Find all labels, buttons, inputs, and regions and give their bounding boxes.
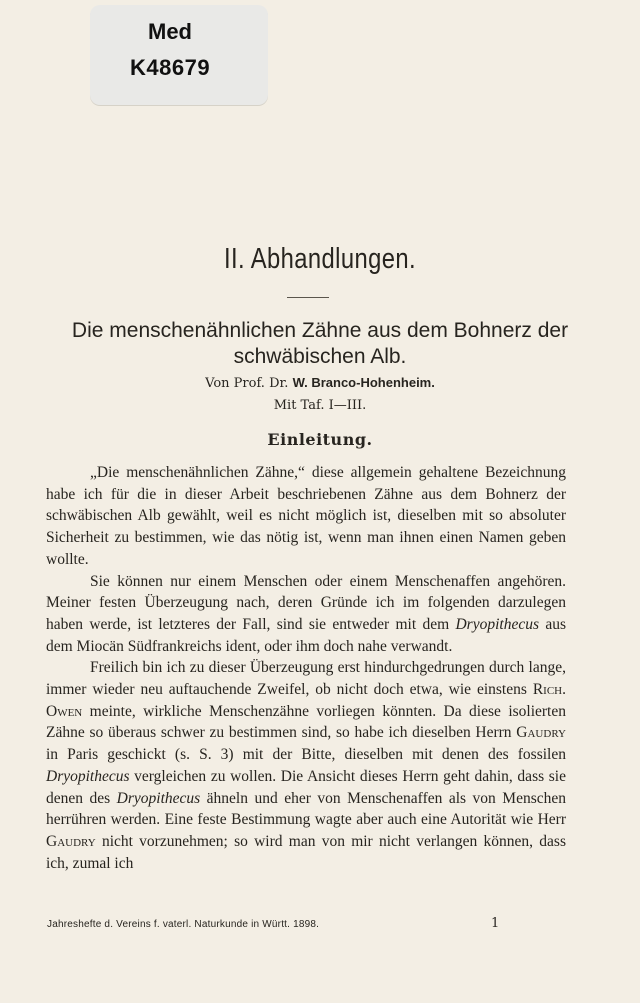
text-run: Sie können nur einem Menschen oder einem Menschenaffen angehören. Meiner festen Überzeugung nach, deren Gründe ich im folgenden darzulegen haben werde, ist letzteres der Fall, sind sie entweder mit dem bbox=[46, 572, 566, 633]
italic-taxon: Dryopithecus bbox=[46, 767, 130, 785]
text-run: Freilich bin ich zu dieser Überzeugung erst hindurchgedrungen durch lange, immer wieder neu auftauchende Zweifel, ob nicht doch etwa, wie einstens bbox=[46, 659, 566, 699]
section-title: II. Abhandlungen. bbox=[223, 243, 417, 275]
page-number: 1 bbox=[491, 916, 500, 931]
person-name: Gaudry bbox=[516, 724, 566, 742]
paragraph bbox=[46, 657, 566, 874]
body-text bbox=[46, 462, 566, 874]
title-rule bbox=[287, 297, 329, 298]
text-run: aus dem Miocän Südfrankreichs ident, oder ihm doch nahe verwandt. bbox=[46, 615, 566, 655]
library-label bbox=[90, 5, 268, 105]
text-run: ähneln und eher von Menschenaffen als von Menschen herrühren werden. Eine feste Bestimmung wagte aber auch eine Autorität wie Herr bbox=[46, 789, 566, 829]
person-name: Gaudry bbox=[46, 832, 96, 850]
byline bbox=[0, 375, 640, 391]
library-label-line1: Med bbox=[148, 19, 192, 44]
byline-prefix: Von Prof. Dr. bbox=[205, 376, 289, 391]
person-name: Rich. Owen bbox=[46, 681, 566, 720]
text-run: vergleichen zu wollen. Die Ansicht dieses Herrn geht dahin, dass sie denen des bbox=[46, 767, 566, 807]
text-run: in Paris geschickt (s. S. 3) mit der Bitte, dieselben mit denen des fossilen bbox=[46, 746, 566, 764]
section-heading: Einleitung. bbox=[267, 430, 373, 449]
text-run: meinte, wirkliche Menschenzähne vorliegen könnten. Da diese isolierten Zähne so überaus schwer zu bestimmen sind, so habe ich dieselben Herrn bbox=[46, 702, 566, 742]
article-title: Die menschenähnlichen Zähne aus dem Bohnerz der schwäbischen Alb. bbox=[71, 319, 569, 368]
paragraph bbox=[46, 571, 566, 658]
plates-note: Mit Taf. I—III. bbox=[273, 398, 367, 413]
paragraph bbox=[46, 462, 566, 571]
italic-taxon: Dryopithecus bbox=[116, 789, 201, 807]
text-run: „Die menschenähnlichen Zähne,“ diese allgemein gehaltene Bezeichnung habe ich für die in dieser Arbeit beschriebenen Zähne aus dem Bohnerz der schwäbischen Alb gewählt, weil es nicht möglich ist, dieselben mit so absoluter Sicherheit zu bestimmen, wie das nötig ist, wenn man ihnen einen Namen geben wollte. bbox=[46, 464, 566, 568]
library-label-line2: K48679 bbox=[130, 55, 211, 80]
text-run: nicht vorzunehmen; so wird man von mir nicht verlangen können, dass ich, zumal ich bbox=[46, 832, 566, 872]
italic-taxon: Dryopithecus bbox=[455, 615, 539, 633]
author-name: W. Branco-Hohenheim. bbox=[292, 375, 435, 390]
journal-footer: Jahreshefte d. Vereins f. vaterl. Naturkunde in Württ. 1898. bbox=[47, 919, 320, 930]
